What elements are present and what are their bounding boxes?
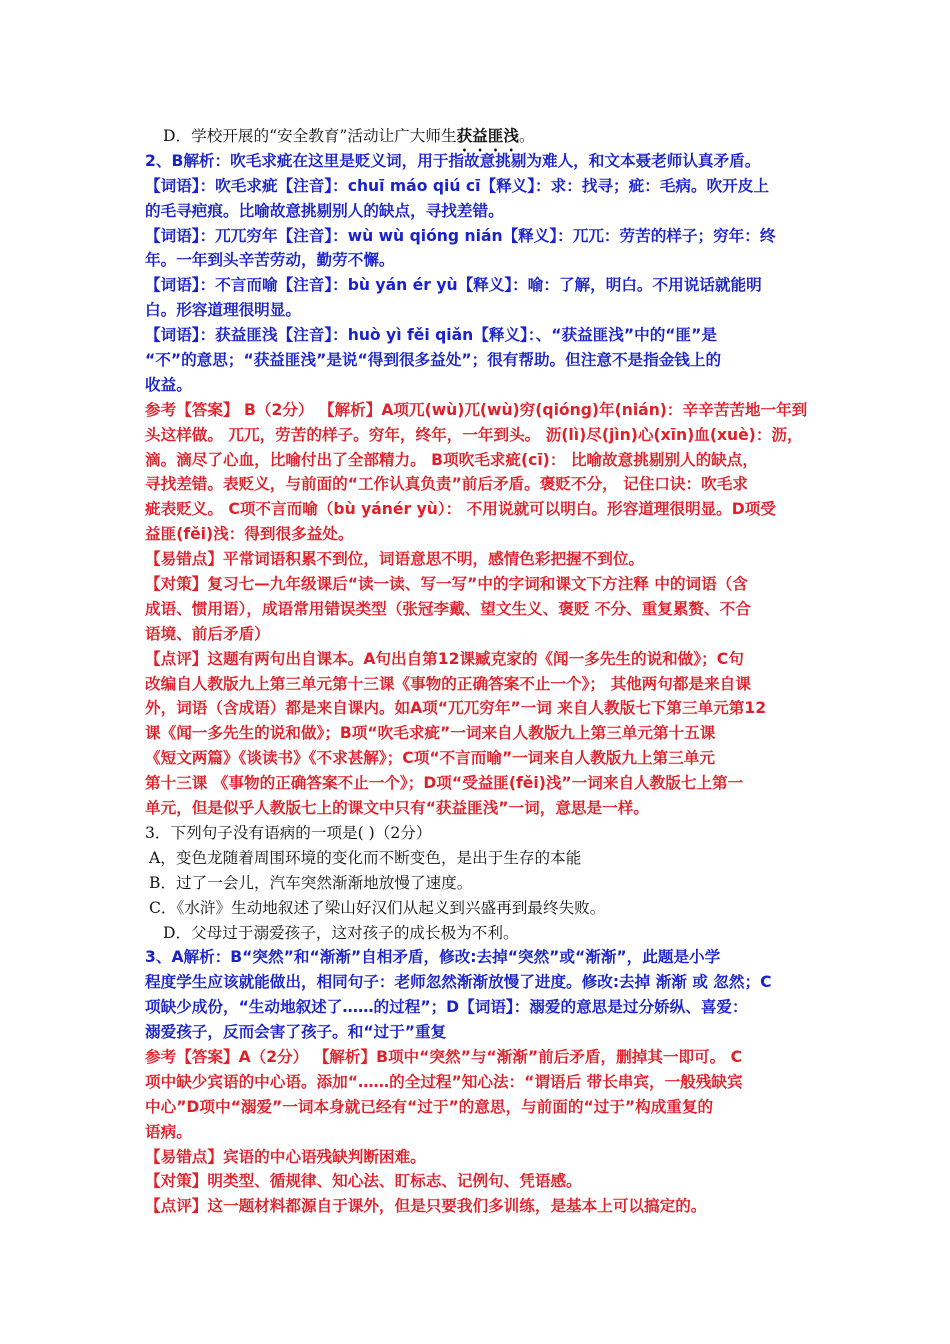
text-line [145, 448, 810, 473]
text-line-content: 【易错点】平常词语积累不到位，词语意思不明，感情色彩把握不到位。 [145, 550, 645, 569]
text-line [145, 1169, 810, 1194]
text-line-content: 年。一年到头辛苦劳动，勤劳不懈。 [145, 251, 395, 270]
text-line-content: 溺爱孩子，反而会害了孩子。和“过于”重复 [145, 1023, 447, 1042]
text-line [145, 721, 810, 746]
text-line [145, 248, 810, 273]
text-line-content: 《短文两篇》《谈读书》《不求甚解》；C项“不言而喻”一词来自人教版九上第三单元 [145, 749, 715, 768]
text-line-content: 寻找差错。表贬义，与前面的“工作认真负责”前后矛盾。褒贬不分， 记住口诀：吹毛求 [145, 475, 748, 494]
text-line [145, 696, 810, 721]
text-line [145, 871, 810, 896]
text-line [145, 921, 810, 946]
text-line-content: 滴。滴尽了心血，比喻付出了全部精力。 B项吹毛求疵(cī)： 比喻故意挑剔别人的缺点， [145, 450, 758, 469]
text-line [145, 298, 810, 323]
text-line [145, 572, 810, 597]
text-line [145, 995, 810, 1020]
text-line-content: 疵表贬义。 C项不言而喻（bù yánér yù）： 不用说就可以明白。形容道理很明显。D项受 [145, 500, 776, 519]
text-line-content: 外，词语（含成语）都是来自课内。如A项“兀兀穷年”一词 来自人教版七下第三单元第12 [145, 699, 767, 718]
text-line [145, 149, 810, 174]
text-line [145, 647, 810, 672]
text-line [145, 1120, 810, 1145]
text-line-content: “不”的意思；“获益匪浅”是说“得到很多益处”；很有帮助。但注意不是指金钱上的 [145, 351, 722, 370]
text-line-content: 【对策】明类型、循规律、知心法、盯标志、记例句、凭语感。 [145, 1172, 582, 1191]
text-line-content: 益匪(fěi)浅：得到很多益处。 [145, 525, 354, 544]
text-line [145, 1020, 810, 1045]
text-line [145, 672, 810, 697]
text-line-content: B．过了一会儿，汽车突然渐渐地放慢了速度。 [149, 873, 473, 892]
text-line [145, 945, 810, 970]
text-line [145, 746, 810, 771]
text-line [145, 970, 810, 995]
text-line-content: 语病。 [145, 1122, 192, 1141]
text-line-content: 中心”D项中“溺爱”一词本身就已经有“过于”的意思，与前面的“过于”构成重复的 [145, 1097, 714, 1116]
text-line [145, 1145, 810, 1170]
text-line-content: D．学校开展的“安全教育”活动让广大师生 [163, 127, 457, 145]
text-line-content: 单元，但是似乎人教版七上的课文中只有“获益匪浅”一词，意思是一样。 [145, 799, 649, 818]
text-line-content: D．父母过于溺爱孩子，这对孩子的成长极为不利。 [163, 923, 519, 942]
text-line [145, 398, 810, 423]
text-line [145, 373, 810, 398]
text-line [145, 522, 810, 547]
text-line-content: 【对策】复习七—九年级课后“读一读、写一写”中的字词和课文下方注释 中的词语（含 [145, 575, 748, 594]
text-line-content: A，变色龙随着周围环境的变化而不断变色，是出于生存的本能 [149, 848, 582, 867]
text-line [145, 1070, 810, 1095]
text-line [145, 174, 810, 199]
text-line-content: 【点评】这题有两句出自课本。A句出自第12课臧克家的《闻一多先生的说和做》；C句 [145, 649, 744, 668]
text-line-content: 项缺少成份，“生动地叙述了……的过程”；D【词语】：溺爱的意思是过分娇纵、喜爱： [145, 998, 748, 1017]
text-line-content: 课《闻一多先生的说和做》；B项“吹毛求疵”一词来自人教版九上第三单元第十五课 [145, 724, 716, 743]
text-line [145, 597, 810, 622]
text-line [145, 323, 810, 348]
text-line-content: 3．下列句子没有语病的一项是( )（2分） [145, 823, 432, 842]
text-line [145, 1095, 810, 1120]
text-line-content: 【易错点】宾语的中心语残缺判断困难。 [145, 1147, 426, 1166]
text-line [145, 472, 810, 497]
text-line-content: 白。形容道理很明显。 [145, 301, 301, 320]
text-line-content: 参考【答案】 B（2分） 【解析】A项兀(wù)兀(wù)穷(qióng)年(nián)：辛辛苦苦地一年到 [145, 400, 808, 419]
text-line-content: 【词语】：吹毛求疵【注音】：chuī máo qiú cī【释义】：求：找寻；疵：毛病。吹开皮上 [145, 176, 769, 195]
text-line-content: 改编自人教版九上第三单元第十三课《事物的正确答案不止一个》； 其他两句都是来自课 [145, 674, 751, 693]
text-line-content: 收益。 [145, 375, 192, 394]
text-line [145, 124, 810, 149]
text-line [145, 423, 810, 448]
text-line [145, 1194, 810, 1219]
text-line [145, 224, 810, 249]
text-line-content: 2、B解析：吹毛求疵在这里是贬义词，用于指故意挑剔为难人，和文本聂老师认真矛盾。 [145, 151, 761, 170]
text-line-content: 【词语】：兀兀穷年【注音】：wù wù qióng nián【释义】：兀兀：劳苦的样子；穷年：终 [145, 226, 776, 245]
text-line-content: 【词语】：不言而喻【注音】：bù yán ér yù【释义】：喻：了解，明白。不用说话就能明 [145, 276, 762, 295]
text-line-content: 语境、前后矛盾） [145, 624, 270, 643]
text-line [145, 771, 810, 796]
text-line [145, 199, 810, 224]
text-line-content: 【点评】这一题材料都源自于课外，但是只要我们多训练，是基本上可以搞定的。 [145, 1197, 707, 1216]
text-line [145, 622, 810, 647]
text-line [145, 273, 810, 298]
text-line [145, 846, 810, 871]
emphasized-phrase: 获益匪浅 [456, 126, 519, 145]
text-line-content: 的毛寻疤痕。比喻故意挑剔别人的缺点，寻找差错。 [145, 201, 504, 220]
text-line-content: 成语、惯用语），成语常用错误类型（张冠李戴、望文生义、褒贬 不分、重复累赘、不合 [145, 599, 751, 618]
text-line [145, 348, 810, 373]
text-line [145, 1045, 810, 1070]
text-line-content: 3、A解析：B“突然”和“渐渐”自相矛盾，修改:去掉“突然”或“渐渐”，此题是小学 [145, 948, 721, 967]
text-line [145, 821, 810, 846]
text-line [145, 547, 810, 572]
text-line-content: 第十三课 《事物的正确答案不止一个》；D项“受益匪(fěi)浅”一词来自人教版七上第一 [145, 774, 744, 793]
text-line [145, 896, 810, 921]
text-line-content: 项中缺少宾语的中心语。添加“……的全过程”知心法：“谓语后 带长串宾，一般残缺宾 [145, 1072, 743, 1091]
text-line-content: C．《水浒》生动地叙述了梁山好汉们从起义到兴盛再到最终失败。 [149, 898, 606, 917]
text-line-content: 头这样做。 兀兀，劳苦的样子。穷年，终年，一年到头。 沥(lì)尽(jìn)心(xīn)血(xuè)：沥， [145, 425, 803, 444]
sentence-end: 。 [518, 127, 535, 145]
text-line [145, 796, 810, 821]
text-line [145, 497, 810, 522]
text-line-content: 程度学生应该就能做出，相同句子：老师忽然渐渐放慢了进度。修改:去掉 渐渐 或 忽然；C [145, 973, 772, 992]
text-line-content: 【词语】：获益匪浅【注音】：huò yì fěi qiǎn【释义】：、“获益匪浅”中的“匪”是 [145, 326, 717, 345]
text-line-content: 参考【答案】A（2分） 【解析】B项中“突然”与“渐渐”前后矛盾，删掉其一即可。 C [145, 1047, 743, 1066]
document-body [145, 124, 810, 1219]
